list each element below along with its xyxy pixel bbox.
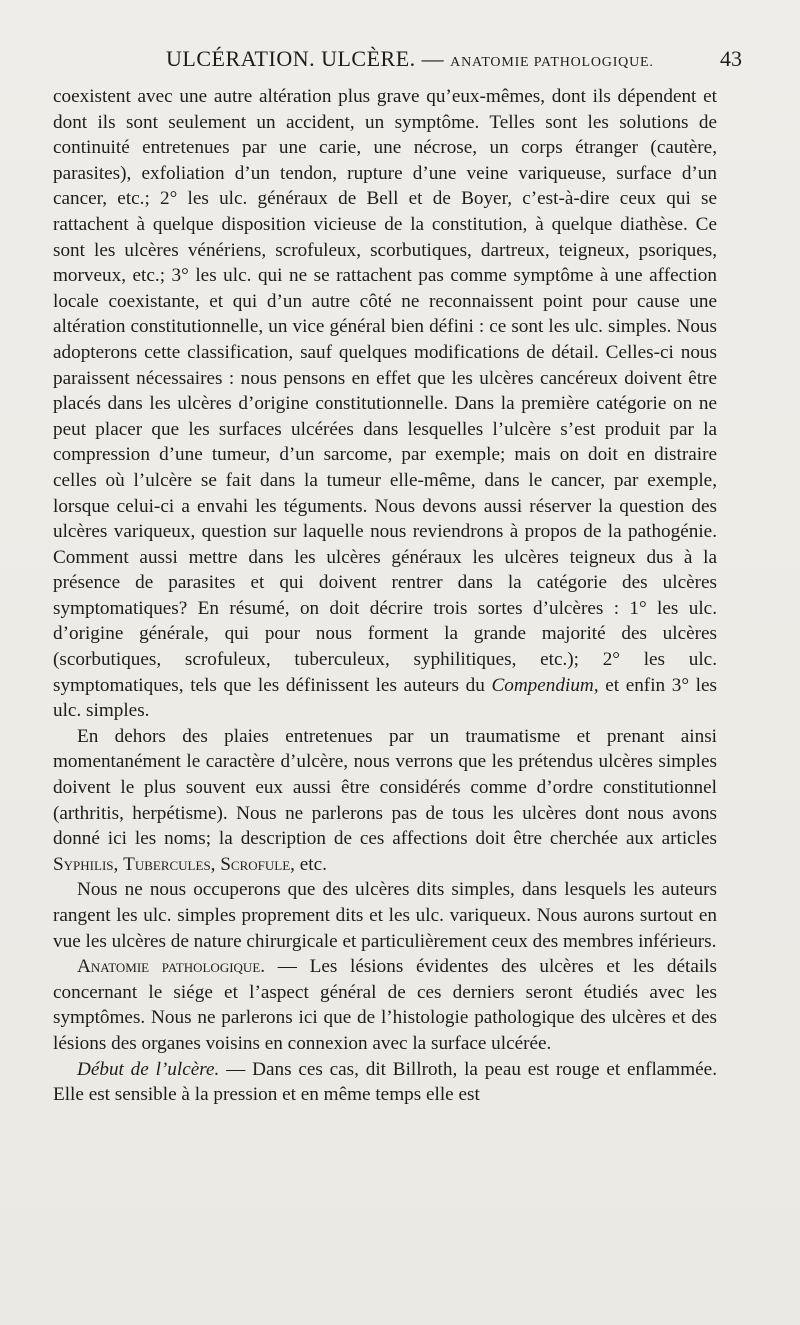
paragraph-4 [53, 954, 717, 1056]
body-text [53, 84, 717, 1108]
paragraph-2-text: En dehors des plaies entretenues par un traumatisme et prenant ainsi momentanément le caractère d’ulcère, nous verrons que les prétendus ulcères simples doivent le plus souvent eux aussi être considérés comme d’ordre constitutionnel (arthritis, herpétisme). Nous ne parlerons pas de tous les ulcères dont nous avons donné ici les noms; la description de ces affections doit être cherchée aux articles [53, 725, 717, 850]
running-head [166, 46, 654, 72]
page-header [56, 46, 742, 76]
running-head-title: ULCÉRATION. ULCÈRE. [166, 46, 416, 71]
article-ref-tubercules: Tubercules [123, 853, 211, 875]
paragraph-1-text: coexistent avec une autre altération plus grave qu’eux-mêmes, dont ils dépendent et dont ils sont seulement un accident, un symptôme. Telles sont les solutions de continuité entretenues par une carie, une nécrose, un corps étranger (cautère, parasites), exfoliation d’un tendon, rupture d’une veine variqueuse, surface d’un cancer, etc.; 2° les ulc. généraux de Bell et de Boyer, c’est-à-dire ceux qui se rattachent à quelque disposition vicieuse de la constitution, à quelque diathèse. Ce sont les ulcères vénériens, scrofuleux, scorbutiques, dartreux, teigneux, psoriques, morveux, etc.; 3° les ulc. qui ne se rattachent pas comme symptôme à une affection locale coexistante, et qui d’un autre côté ne reconnaissent point pour cause une altération constitutionnelle, un vice général bien défini : ce sont les ulc. simples. Nous adopterons cette classification, sauf quelques modifications de détail. Celles-ci nous paraissent nécessaires : nous pensons en effet que les ulcères cancéreux doivent être placés dans les ulcères d’origine constitutionnelle. Dans la première catégorie on ne peut placer que les surfaces ulcérées dans lesquelles l’ulcère s’est produit par la compression d’une tumeur, d’un sarcome, par exemple; mais on doit en distraire celles où l’ulcère se fait dans la tumeur elle-même, dans le cancer, par exemple, lorsque celui-ci a envahi les téguments. Nous devons aussi réserver la question des ulcères variqueux, question sur laquelle nous reviendrons à propos de la pathogénie. Comment aussi mettre dans les ulcères généraux les ulcères teigneux dus à la présence de parasites et qui doivent rentrer dans la catégorie des ulcères symptomatiques? En résumé, on doit décrire trois sortes d’ulcères : 1° les ulc. d’origine générale, qui pour nous forment la grande majorité des ulcères (scorbutiques, scrofuleux, tuberculeux, syphilitiques, etc.); 2° les ulc. symptomatiques, tels que les définissent les auteurs du [53, 86, 717, 696]
paragraph-2 [53, 724, 717, 878]
section-heading-anatomie: Anatomie pathologique. [77, 956, 266, 978]
paragraph-4-text: — Les lésions évidentes des ulcères et les détails concernant le siége et l’aspect général de ces derniers seront étudiés avec les symptômes. Nous ne parlerons ici que de l’histologie pathologique des ulcères et des lésions des organes voisins en connexion avec la surface ulcérée. [53, 956, 717, 1054]
compendium-title: Compendium, [491, 674, 599, 696]
paragraph-2-end: , etc. [290, 853, 327, 875]
page-number: 43 [720, 46, 742, 71]
paragraph-1 [53, 84, 717, 724]
running-head-subtitle: ANATOMIE PATHOLOGIQUE. [450, 55, 654, 70]
paragraph-1-end: et enfin 3° les ulc. simples. [53, 674, 717, 722]
running-head-dash: — [415, 46, 451, 71]
paragraph-5-text: — Dans ces cas, dit Billroth, la peau est rouge et enflammée. Elle est sensible à la pression et en même temps elle est [53, 1058, 717, 1106]
article-ref-scrofule: Scrofule [220, 853, 291, 875]
paragraph-5 [53, 1057, 717, 1108]
article-ref-syphilis: Syphilis [53, 853, 114, 875]
paragraph-3: Nous ne nous occuperons que des ulcères dits simples, dans lesquels les auteurs rangent les ulc. simples proprement dits et les ulc. variqueux. Nous aurons surtout en vue les ulcères de nature chirurgicale et particulièrement ceux des membres inférieurs. [53, 879, 717, 952]
separator: , [113, 853, 124, 875]
separator: , [210, 853, 221, 875]
section-heading-debut: Début de l’ulcère. [77, 1058, 220, 1080]
